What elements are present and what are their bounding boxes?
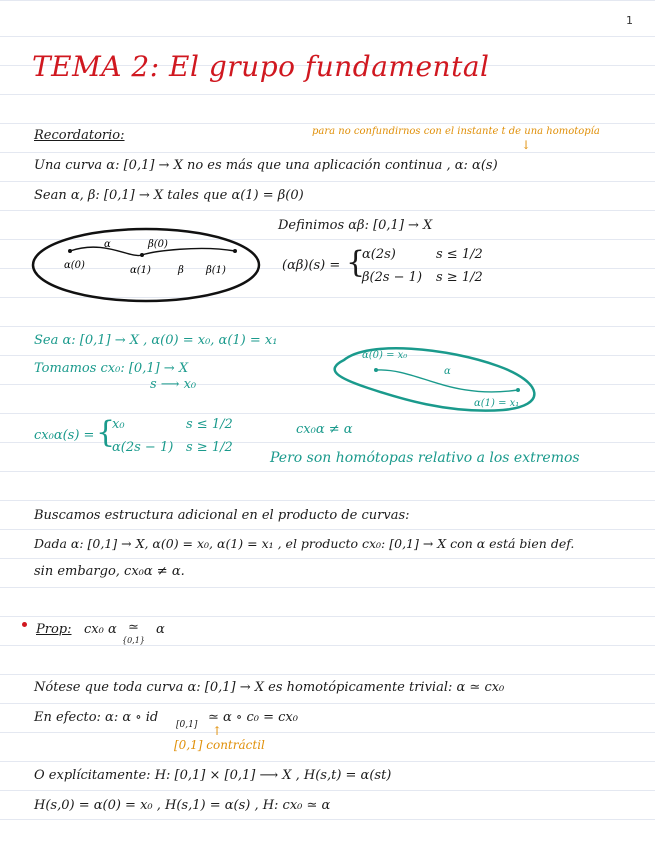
fig1-label-a1: α(1) [130,265,151,276]
page-title: TEMA 2: El grupo fundamental [32,50,490,83]
constant-line3: s ⟶ x₀ [150,377,197,392]
proof-note: [0,1] contráctil [174,738,265,752]
page-number: 1 [626,14,633,27]
prop-rhs: α [156,622,165,637]
fig1-label-alpha: α [104,239,111,250]
recordatorio-line2: Sean α, β: [0,1] → X tales que α(1) = β(0) [34,188,304,203]
recordatorio-heading: Recordatorio: [34,128,125,143]
fig1-label-b0: β(0) [148,239,168,250]
fig2-label-a1: α(1) = x₁ [474,398,520,409]
composition-neq: cx₀α ≠ α [296,422,353,437]
constant-curve-figure [328,338,552,418]
composition-lhs: cx₀α(s) = [34,428,95,443]
recordatorio-line1: Una curva α: [0,1] → X no es más que una aplicación continua , α: α(s) [34,158,498,173]
fig1-label-a0: α(0) [64,260,85,271]
up-arrow-icon: ↑ [212,724,223,738]
constant-line2: Tomamos cx₀: [0,1] → X [34,361,189,376]
prop-statement: cx₀ α [84,622,117,637]
constant-line1: Sea α: [0,1] → X , α(0) = x₀, α(1) = x₁ [34,333,278,348]
composition-brace: { [96,415,116,450]
prop-approx: ≃ [128,620,139,635]
bullet-dot [22,622,27,627]
curves-figure [30,225,265,310]
def-case1: α(2s) [362,247,396,262]
proof-line2: En efecto: α: α ∘ id [34,710,159,725]
proof-line3: O explícitamente: H: [0,1] × [0,1] ⟶ X , H(s,t) = α(st) [34,768,392,783]
def-lhs: (αβ)(s) = [282,258,341,273]
fig1-label-beta: β [178,265,184,276]
structure-line2: Dada α: [0,1] → X, α(0) = x₀, α(1) = x₁ , el producto cx₀: [0,1] → X con α está bien def. [34,536,575,551]
recordatorio-note: para no confundirnos con el instante t de una homotopía [312,126,600,137]
proof-line2-subscript: [0,1] [176,720,198,730]
composition-case2: α(2s − 1) [112,440,174,455]
structure-line1: Buscamos estructura adicional en el producto de curvas: [34,508,410,523]
fig2-label-a0: α(0) = x₀ [362,350,408,361]
proof-line2-rest: ≃ α ∘ c₀ = cx₀ [208,710,298,725]
def-brace: { [346,245,366,280]
fig2-label-alpha: α [444,366,451,377]
composition-cond1: s ≤ 1/2 [186,417,233,432]
def-title: Definimos αβ: [0,1] → X [278,218,433,233]
proof-line4: H(s,0) = α(0) = x₀ , H(s,1) = α(s) , H: cx₀ ≃ α [34,798,331,813]
composition-case1: x₀ [112,417,125,432]
def-cond1: s ≤ 1/2 [436,247,483,262]
composition-cond2: s ≥ 1/2 [186,440,233,455]
fig1-label-b1: β(1) [206,265,226,276]
prop-subscript: {0,1} [122,636,145,645]
def-cond2: s ≥ 1/2 [436,270,483,285]
prop-label: Prop: [36,622,72,637]
proof-line1: Nótese que toda curva α: [0,1] → X es homotópicamente trivial: α ≃ cx₀ [34,680,505,695]
structure-line3: sin embargo, cx₀α ≠ α. [34,564,185,579]
note-arrow-icon: ↓ [521,138,532,152]
homotopic-note: Pero son homótopas relativo a los extremos [270,450,580,466]
def-case2: β(2s − 1) [362,270,423,285]
